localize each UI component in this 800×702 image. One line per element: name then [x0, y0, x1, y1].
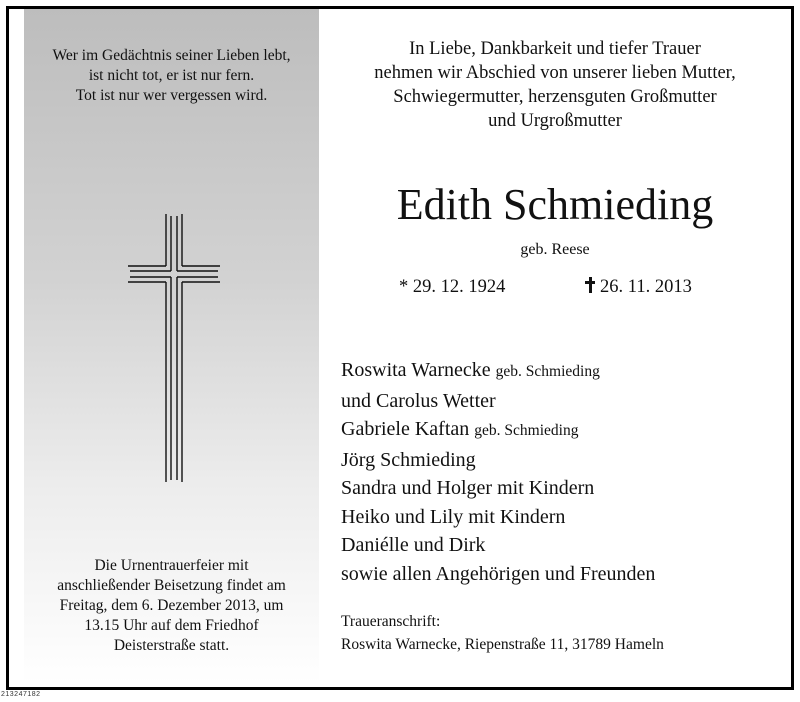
mourner-name: Roswita Warnecke — [341, 359, 491, 381]
motto-line: ist nicht tot, er ist nur fern. — [88, 67, 255, 84]
intro-line: Schwiegermutter, herzensguten Großmutter — [393, 87, 717, 107]
mourner-name: und Carolus Wetter — [341, 389, 496, 412]
mourners-list — [341, 356, 655, 588]
death-date: 26. 11. 2013 — [600, 277, 692, 297]
ceremony-info — [24, 556, 319, 656]
mourner-row — [341, 446, 655, 475]
mourner-name: Daniélle und Dirk — [341, 534, 486, 556]
mourner-name: sowie allen Angehörigen und Freunden — [341, 562, 656, 585]
footer-code: 213247182 — [1, 691, 41, 698]
mourner-row — [341, 503, 655, 532]
mourner-note: geb. Schmieding — [474, 422, 579, 439]
mourner-row — [341, 356, 655, 387]
ceremony-line: Freitag, dem 6. Dezember 2013, um — [59, 597, 284, 614]
motto-line: Tot ist nur wer vergessen wird. — [75, 87, 268, 104]
mourner-row — [341, 560, 655, 589]
mourner-name: Heiko und Lily mit Kindern — [341, 505, 566, 528]
mourner-name: Gabriele Kaftan — [341, 418, 470, 440]
intro-line: nehmen wir Abschied von unserer lieben Mutter, — [374, 63, 736, 83]
mourner-row — [341, 415, 655, 446]
mourner-row — [341, 531, 655, 560]
mourner-name: Jörg Schmieding — [341, 448, 476, 471]
motto-line: Wer im Gedächtnis seiner Lieben lebt, — [52, 47, 291, 64]
intro-text — [320, 37, 790, 133]
ceremony-line: 13.15 Uhr auf dem Friedhof — [84, 617, 259, 634]
mourner-note: geb. Schmieding — [495, 363, 600, 380]
ceremony-line: Die Urnentrauerfeier mit — [94, 557, 249, 574]
death-date-group — [585, 276, 692, 298]
dagger-icon — [585, 277, 595, 293]
address-text: Roswita Warnecke, Riepenstraße 11, 31789 Hameln — [341, 636, 664, 653]
birth-date: * 29. 12. 1924 — [399, 277, 506, 297]
intro-line: In Liebe, Dankbarkeit und tiefer Trauer — [409, 39, 701, 59]
cross-icon — [128, 214, 220, 482]
mourner-name: Sandra und Holger mit Kindern — [341, 477, 595, 499]
motto-quote — [24, 46, 319, 106]
mourner-row — [341, 474, 655, 503]
deceased-name: Edith Schmieding — [396, 180, 714, 229]
ceremony-line: anschließender Beisetzung findet am — [57, 577, 286, 594]
birth-name: geb. Reese — [520, 241, 590, 258]
intro-line: und Urgroßmutter — [488, 111, 622, 131]
address-label: Traueranschrift: — [341, 613, 441, 630]
ceremony-line: Deisterstraße statt. — [113, 637, 230, 654]
mourner-row — [341, 387, 655, 416]
